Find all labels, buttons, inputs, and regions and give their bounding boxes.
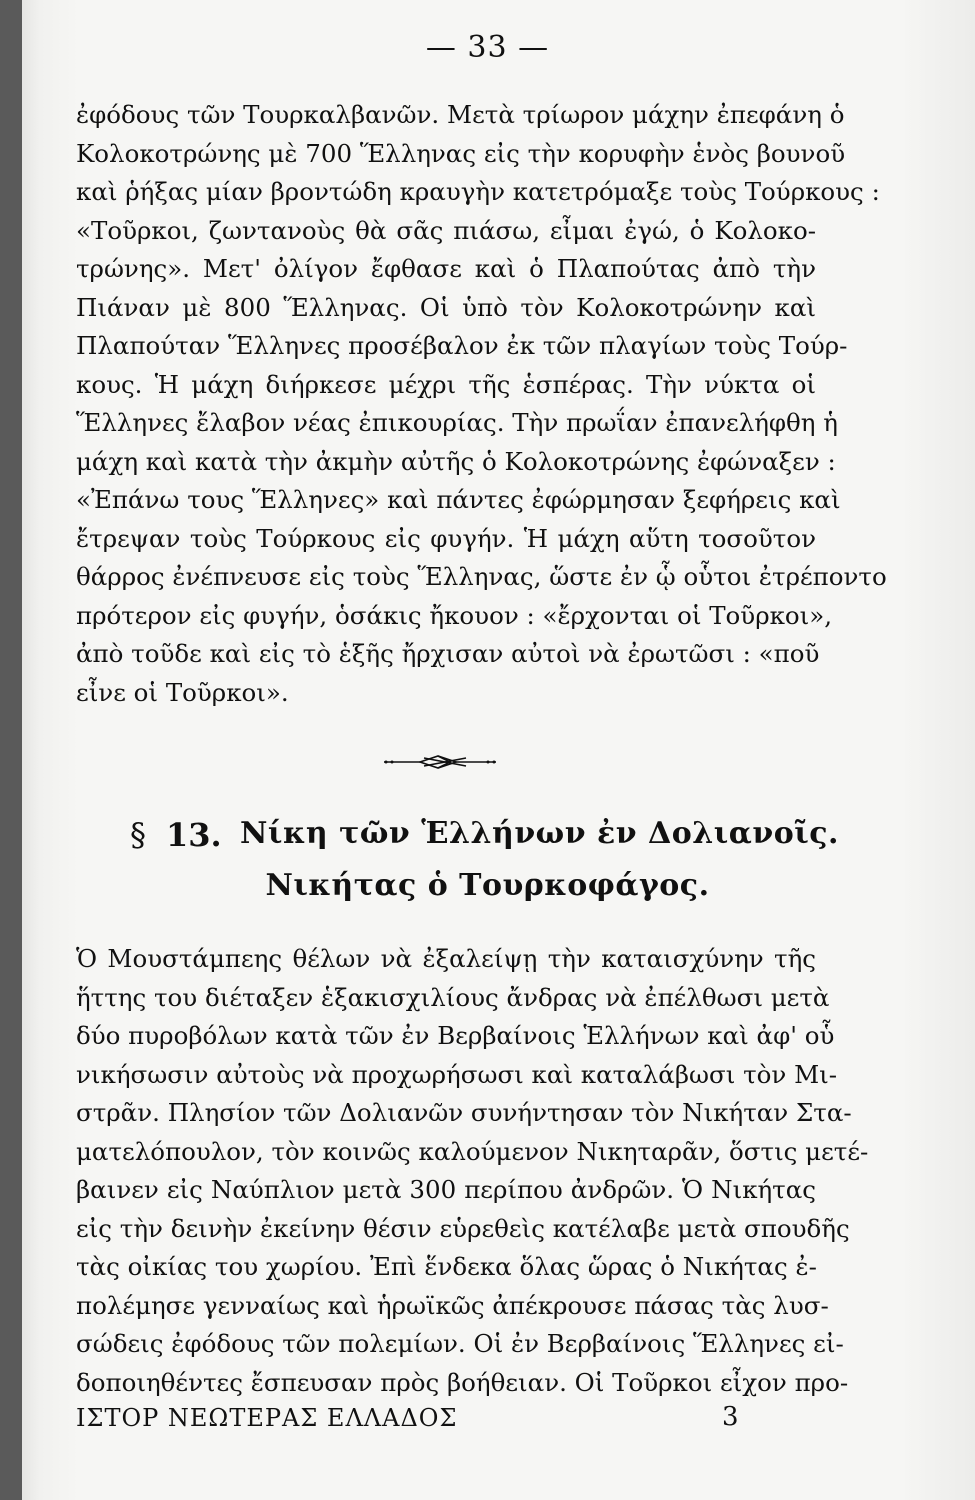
text-line: πολέμησε γενναίως καὶ ἡρωϊκῶς ἀπέκρουσε πάσας τὰς λυσ-: [76, 1290, 829, 1320]
page-number: — 33 —: [425, 30, 550, 65]
text-line: ματελόπουλον, τὸν κοινῶς καλούμενον Νικηταρᾶν, ὅστις μετέ-: [76, 1136, 869, 1166]
text-line: εἶνε οἱ Τοῦρκοι».: [76, 677, 289, 707]
text-line: ἔτρεψαν τοὺς Τούρκους εἰς φυγήν. Ἡ μάχη αὕτη τοσοῦτον: [76, 523, 816, 553]
text-line: «Τοῦρκοι, ζωντανοὺς θὰ σᾶς πιάσω, εἶμαι ἐγώ, ὁ Κολοκο-: [76, 215, 816, 245]
text-line: θάρρος ἐνέπνευσε εἰς τοὺς Ἕλληνας, ὥστε ἐν ᾧ οὗτοι ἐτρέποντο: [76, 562, 887, 591]
text-line: μάχη καὶ κατὰ τὴν ἀκμὴν αὐτῆς ὁ Κολοκοτρώνης ἐφώναξεν :: [76, 446, 836, 476]
text-line: ἀπὸ τοῦδε καὶ εἰς τὸ ἑξῆς ἤρχισαν αὐτοὶ νὰ ἐρωτῶσι : «ποῦ: [76, 639, 820, 668]
text-line: τὰς οἰκίας του χωρίου. Ἐπὶ ἕνδεκα ὅλας ὥρας ὁ Νικήτας ἐ-: [76, 1252, 817, 1281]
text-line: βαινεν εἰς Ναύπλιον μετὰ 300 περίπου ἀνδρῶν. Ὁ Νικήτας: [76, 1175, 816, 1204]
signature-number: 3: [722, 1402, 739, 1432]
section-mark: §: [130, 816, 146, 854]
paragraph-1: [76, 96, 887, 712]
text-line: νικήσωσιν αὐτοὺς νὰ προχωρήσωσι καὶ καταλάβωσι τὸν Μι-: [76, 1059, 838, 1089]
text-line: δοποιηθέντες ἔσπευσαν πρὸς βοήθειαν. Οἱ Τοῦρκοι εἶχον προ-: [76, 1367, 849, 1397]
text-line: δύο πυροβόλων κατὰ τῶν ἐν Βερβαίνοις Ἑλλήνων καὶ ἀφ' οὗ: [76, 1021, 835, 1050]
section-divider-ornament: [380, 752, 500, 772]
text-line: τρώνης». Μετ' ὀλίγον ἔφθασε καὶ ὁ Πλαπούτας ἀπὸ τὴν: [76, 254, 816, 283]
text-line: σώδεις ἐφόδους τῶν πολεμίων. Οἱ ἐν Βερβαίνοις Ἕλληνες εἰ-: [76, 1329, 844, 1358]
printer-signature: ΙΣΤΟΡ ΝΕΩΤΕΡΑΣ ΕΛΛΑΔΟΣ: [76, 1404, 458, 1432]
text-line: «Ἐπάνω τους Ἕλληνες» καὶ πάντες ἐφώρμησαν ξεφήρεις καὶ: [76, 485, 841, 514]
section-number: 13.: [166, 816, 222, 854]
text-line: ἐφόδους τῶν Τουρκαλβανῶν. Μετὰ τρίωρον μάχην ἐπεφάνη ὁ: [76, 100, 845, 129]
text-line: κους. Ἡ μάχη διήρκεσε μέχρι τῆς ἑσπέρας. Τὴν νύκτα οἱ: [76, 369, 816, 399]
text-line: ἥττης του διέταξεν ἑξακισχιλίους ἄνδρας νὰ ἐπέλθωσι μετὰ: [76, 982, 830, 1012]
page-binding-edge: [0, 0, 22, 1500]
text-line: στρᾶν. Πλησίον τῶν Δολιανῶν συνήντησαν τὸν Νικήταν Στα-: [76, 1098, 852, 1127]
text-line: Πλαπούταν Ἕλληνες προσέβαλον ἐκ τῶν πλαγίων τοὺς Τούρ-: [76, 331, 848, 360]
text-line: Πιάναν μὲ 800 Ἕλληνας. Οἱ ὑπὸ τὸν Κολοκοτρώνην καὶ: [76, 292, 816, 322]
text-line: καὶ ῥήξας μίαν βροντώδη κραυγὴν κατετρόμαξε τοὺς Τούρκους :: [76, 177, 880, 206]
text-line: εἰς τὴν δεινὴν ἐκείνην θέσιν εὑρεθεὶς κατέλαβε μετὰ σπουδῆς: [76, 1213, 850, 1243]
text-line: Ὁ Μουστάμπεης θέλων νὰ ἐξαλείψῃ τὴν καταισχύνην τῆς: [76, 944, 816, 973]
section-subtitle: Νικήτας ὁ Τουρκοφάγος.: [265, 868, 710, 903]
paragraph-2: [76, 940, 869, 1402]
text-line: Κολοκοτρώνης μὲ 700 Ἕλληνας εἰς τὴν κορυφὴν ἑνὸς βουνοῦ: [76, 138, 846, 168]
text-line: Ἕλληνες ἔλαβον νέας ἐπικουρίας. Τὴν πρωΐαν ἐπανελήφθη ἡ: [76, 408, 838, 437]
section-title: Νίκη τῶν Ἑλλήνων ἐν Δολιανοῖς.: [240, 816, 839, 851]
text-line: πρότερον εἰς φυγήν, ὁσάκις ἤκουον : «ἔρχονται οἱ Τοῦρκοι»,: [76, 600, 833, 630]
